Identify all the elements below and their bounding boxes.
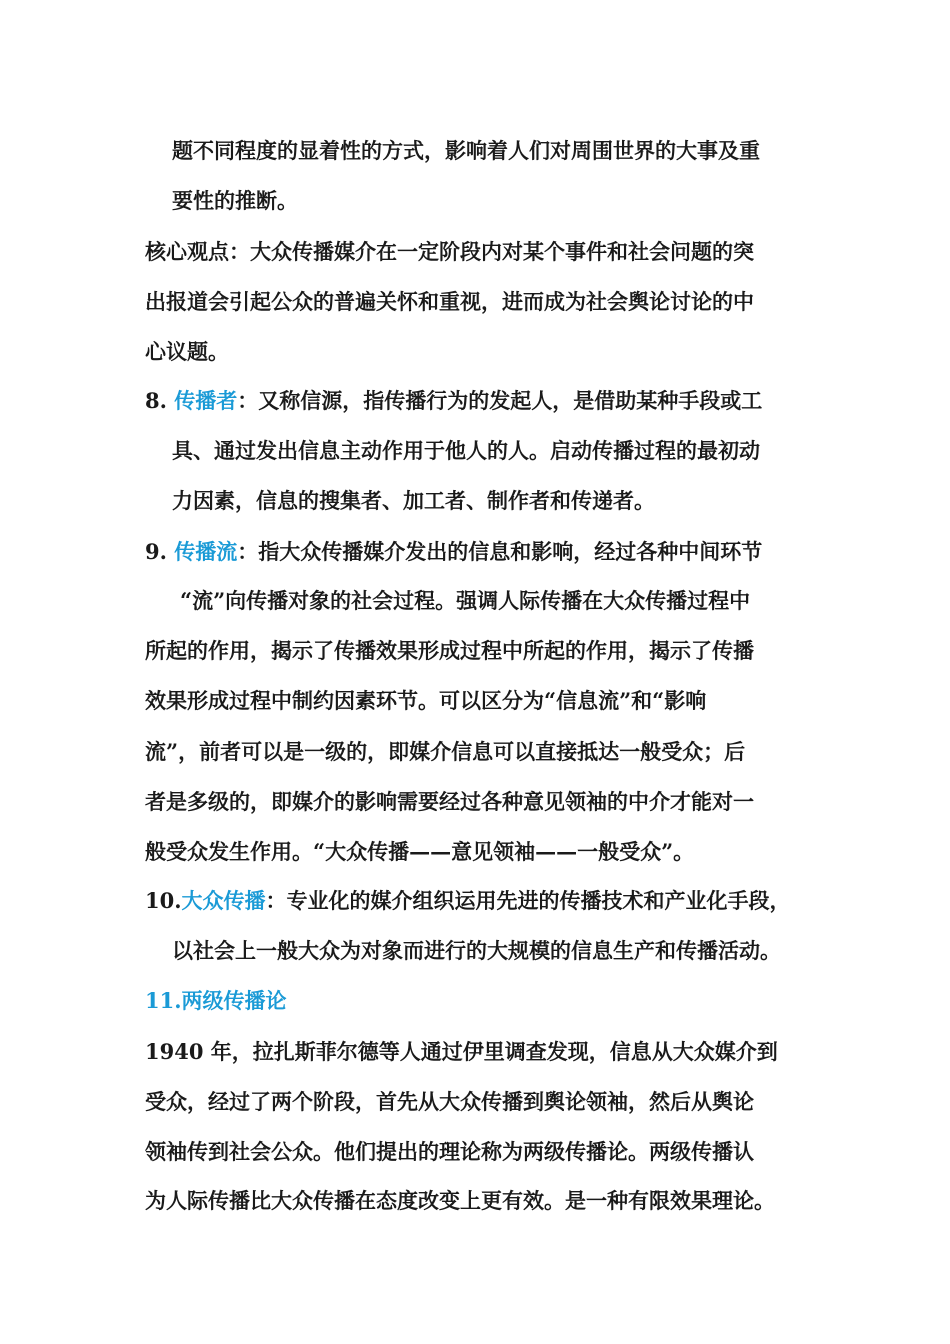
core-viewpoint-line: 核心观点：大众传播媒介在一定阶段内对某个事件和社会问题的突	[145, 239, 754, 264]
term-communication-flow: 传播流	[174, 539, 238, 564]
item-8	[145, 386, 762, 416]
definition-text: ：又称信源，指传播行为的发起人，是借助某种手段或工	[237, 388, 763, 413]
item-number: 8.	[145, 388, 175, 413]
text-line: 效果形成过程中制约因素环节。可以区分为“信息流”和“影响	[145, 688, 707, 713]
text-line: 具、通过发出信息主动作用于他人的人。启动传播过程的最初动	[172, 438, 760, 463]
text-line: 受众，经过了两个阶段，首先从大众传播到舆论领袖，然后从舆论	[145, 1089, 754, 1114]
text-line: 流”，前者可以是一级的，即媒介信息可以直接抵达一般受众；后	[145, 739, 746, 764]
text-line: “流”向传播对象的社会过程。强调人际传播在大众传播过程中	[180, 588, 751, 613]
item-10	[145, 886, 791, 916]
text-line: 出报道会引起公众的普遍关怀和重视，进而成为社会舆论讨论的中	[145, 289, 754, 314]
definition-text: ：指大众传播媒介发出的信息和影响，经过各种中间环节	[237, 539, 763, 564]
text-line: 题不同程度的显着性的方式，影响着人们对周围世界的大事及重	[172, 138, 760, 163]
text-line: 要性的推断。	[172, 188, 298, 213]
text-line: 者是多级的，即媒介的影响需要经过各种意见领袖的中介才能对一	[145, 789, 754, 814]
term-communicator: 传播者	[174, 388, 238, 413]
text-line: 领袖传到社会公众。他们提出的理论称为两级传播论。两级传播认	[145, 1139, 754, 1164]
text-line: 力因素，信息的搜集者、加工者、制作者和传递者。	[172, 488, 655, 513]
item-number: 9.	[145, 539, 175, 564]
text-line: 所起的作用，揭示了传播效果形成过程中所起的作用，揭示了传播	[145, 638, 754, 663]
text-line: 以社会上一般大众为对象而进行的大规模的信息生产和传播活动。	[172, 938, 781, 963]
text-line: 为人际传播比大众传播在态度改变上更有效。是一种有限效果理论。	[145, 1188, 775, 1213]
section-heading-two-step-flow: 11.两级传播论	[145, 988, 287, 1013]
term-mass-communication: 大众传播	[181, 888, 266, 913]
text-line: 般受众发生作用。“大众传播——意见领袖——一般受众”。	[145, 839, 695, 864]
item-number: 10.	[145, 888, 182, 913]
text-line: 1940 年，拉扎斯菲尔德等人通过伊里调查发现，信息从大众媒介到	[145, 1039, 778, 1064]
text-line: 心议题。	[145, 339, 229, 364]
definition-text: ：专业化的媒介组织运用先进的传播技术和产业化手段，	[265, 888, 791, 913]
item-9	[145, 537, 762, 567]
